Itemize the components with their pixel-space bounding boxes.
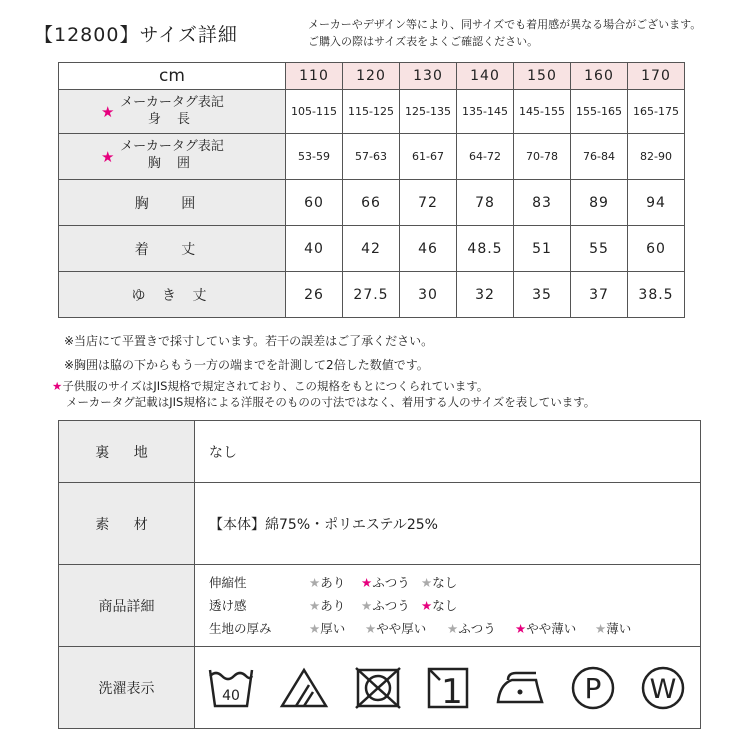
star-icon: ★ [515, 621, 527, 636]
table-row [59, 483, 701, 565]
row-label-line1: メーカータグ表記 [120, 139, 224, 154]
table-cell: 42 [343, 226, 400, 272]
detail-option-selected: ★ふつう [361, 575, 410, 590]
table-cell: 145-155 [514, 90, 571, 134]
table-cell: 66 [343, 180, 400, 226]
table-row [59, 226, 685, 272]
size-header: 150 [514, 63, 571, 90]
table-cell: 82-90 [628, 134, 685, 180]
top-note-2: ご購入の際はサイズ表をよくご確認ください。 [308, 35, 539, 48]
table-cell: 40 [286, 226, 343, 272]
star-icon: ★ [52, 379, 63, 393]
table-cell: 48.5 [457, 226, 514, 272]
table-cell: 78 [457, 180, 514, 226]
star-icon: ★ [595, 621, 607, 636]
table-cell: 53-59 [286, 134, 343, 180]
hang-dry-icon [426, 666, 470, 710]
row-label [59, 90, 286, 134]
jis-note-line2: メーカータグ記載はJIS規格による洋服そのものの寸法ではなく、着用する人のサイズを表しています。 [66, 395, 596, 409]
table-cell: 26 [286, 272, 343, 318]
measure-note: ※胸囲は脇の下からもう一方の端までを計測して2倍した数値です。 [64, 358, 429, 372]
iron-icon [494, 668, 546, 708]
svg-text:W: W [649, 673, 677, 705]
lining-value: なし [195, 421, 701, 483]
detail-option-selected: ★なし [421, 598, 458, 613]
info-table [58, 420, 701, 729]
detail-option-selected: ★やや薄い [515, 621, 577, 636]
table-cell: 60 [286, 180, 343, 226]
star-icon: ★ [421, 598, 433, 613]
star-icon: ★ [101, 147, 115, 166]
lining-label: 裏 地 [59, 421, 195, 483]
detail-option: ★やや厚い [365, 621, 427, 636]
thickness-row [209, 617, 700, 640]
table-cell: 105-115 [286, 90, 343, 134]
table-cell: 76-84 [571, 134, 628, 180]
svg-text:1: 1 [441, 671, 464, 710]
star-icon: ★ [361, 598, 373, 613]
table-cell: 125-135 [400, 90, 457, 134]
detail-name: 透け感 [209, 598, 247, 613]
table-cell: 89 [571, 180, 628, 226]
star-icon: ★ [101, 102, 115, 121]
table-cell: 51 [514, 226, 571, 272]
table-cell: 32 [457, 272, 514, 318]
table-row [59, 272, 685, 318]
star-icon: ★ [361, 575, 373, 590]
table-cell: 135-145 [457, 90, 514, 134]
table-cell: 30 [400, 272, 457, 318]
table-row [59, 421, 701, 483]
row-label [59, 134, 286, 180]
detail-name: 生地の厚み [209, 621, 272, 636]
wash-40-icon [207, 666, 255, 710]
size-header: 120 [343, 63, 400, 90]
table-cell: 115-125 [343, 90, 400, 134]
washing-icons [195, 647, 701, 729]
star-icon: ★ [309, 575, 321, 590]
star-icon: ★ [447, 621, 459, 636]
table-cell: 70-78 [514, 134, 571, 180]
table-cell: 155-165 [571, 90, 628, 134]
table-cell: 72 [400, 180, 457, 226]
table-cell: 27.5 [343, 272, 400, 318]
size-header-row [59, 63, 685, 90]
detail-option: ★あり [309, 598, 346, 613]
table-row [59, 180, 685, 226]
star-icon: ★ [309, 598, 321, 613]
detail-option: ★薄い [595, 621, 632, 636]
table-cell: 60 [628, 226, 685, 272]
table-cell: 46 [400, 226, 457, 272]
table-cell: 35 [514, 272, 571, 318]
table-row [59, 647, 701, 729]
table-cell: 37 [571, 272, 628, 318]
table-row [59, 134, 685, 180]
row-label-line2: 胸 囲 [147, 156, 197, 171]
details-content [195, 565, 701, 647]
unit-label: cm [59, 63, 286, 90]
table-cell: 64-72 [457, 134, 514, 180]
star-icon: ★ [309, 621, 321, 636]
row-label-line2: 身 長 [147, 112, 197, 127]
table-cell: 61-67 [400, 134, 457, 180]
size-header: 110 [286, 63, 343, 90]
detail-option: ★なし [421, 575, 458, 590]
table-row [59, 565, 701, 647]
sheerness-row [209, 594, 700, 617]
table-cell: 38.5 [628, 272, 685, 318]
row-label: ゆ き 丈 [59, 272, 286, 318]
jis-note [52, 378, 488, 394]
details-label: 商品詳細 [59, 565, 195, 647]
table-cell: 83 [514, 180, 571, 226]
svg-text:P: P [584, 671, 602, 705]
size-header: 140 [457, 63, 514, 90]
star-icon: ★ [365, 621, 377, 636]
table-cell: 55 [571, 226, 628, 272]
detail-option: ★ふつう [361, 598, 410, 613]
size-header: 130 [400, 63, 457, 90]
bleach-icon [279, 666, 329, 710]
detail-option: ★ふつう [447, 621, 496, 636]
table-cell: 57-63 [343, 134, 400, 180]
measure-note: ※当店にて平置きで採寸しています。若干の誤差はご了承ください。 [64, 334, 434, 348]
top-note-1: メーカーやデザイン等により、同サイズでも着用感が異なる場合がございます。 [308, 18, 702, 31]
material-value: 【本体】綿75%・ポリエステル25% [195, 483, 701, 565]
material-label: 素 材 [59, 483, 195, 565]
jis-note-line1: 子供服のサイズはJIS規格で規定されており、この規格をもとにつくられています。 [62, 379, 489, 393]
detail-option: ★厚い [309, 621, 346, 636]
no-tumble-dry-icon [353, 665, 403, 711]
row-label: 着 丈 [59, 226, 286, 272]
detail-option: ★あり [309, 575, 346, 590]
page-title: 【12800】サイズ詳細 [34, 24, 238, 46]
washing-label: 洗濯表示 [59, 647, 195, 729]
size-table [58, 62, 685, 318]
table-cell: 94 [628, 180, 685, 226]
row-label: 胸 囲 [59, 180, 286, 226]
stretch-row [209, 571, 700, 594]
svg-text:40: 40 [222, 687, 240, 704]
detail-name: 伸縮性 [209, 575, 247, 590]
dry-clean-p-icon [570, 665, 616, 711]
row-label-line1: メーカータグ表記 [120, 95, 224, 110]
wet-clean-w-icon [640, 665, 686, 711]
table-row [59, 90, 685, 134]
size-header: 160 [571, 63, 628, 90]
size-header: 170 [628, 63, 685, 90]
table-cell: 165-175 [628, 90, 685, 134]
star-icon: ★ [421, 575, 433, 590]
